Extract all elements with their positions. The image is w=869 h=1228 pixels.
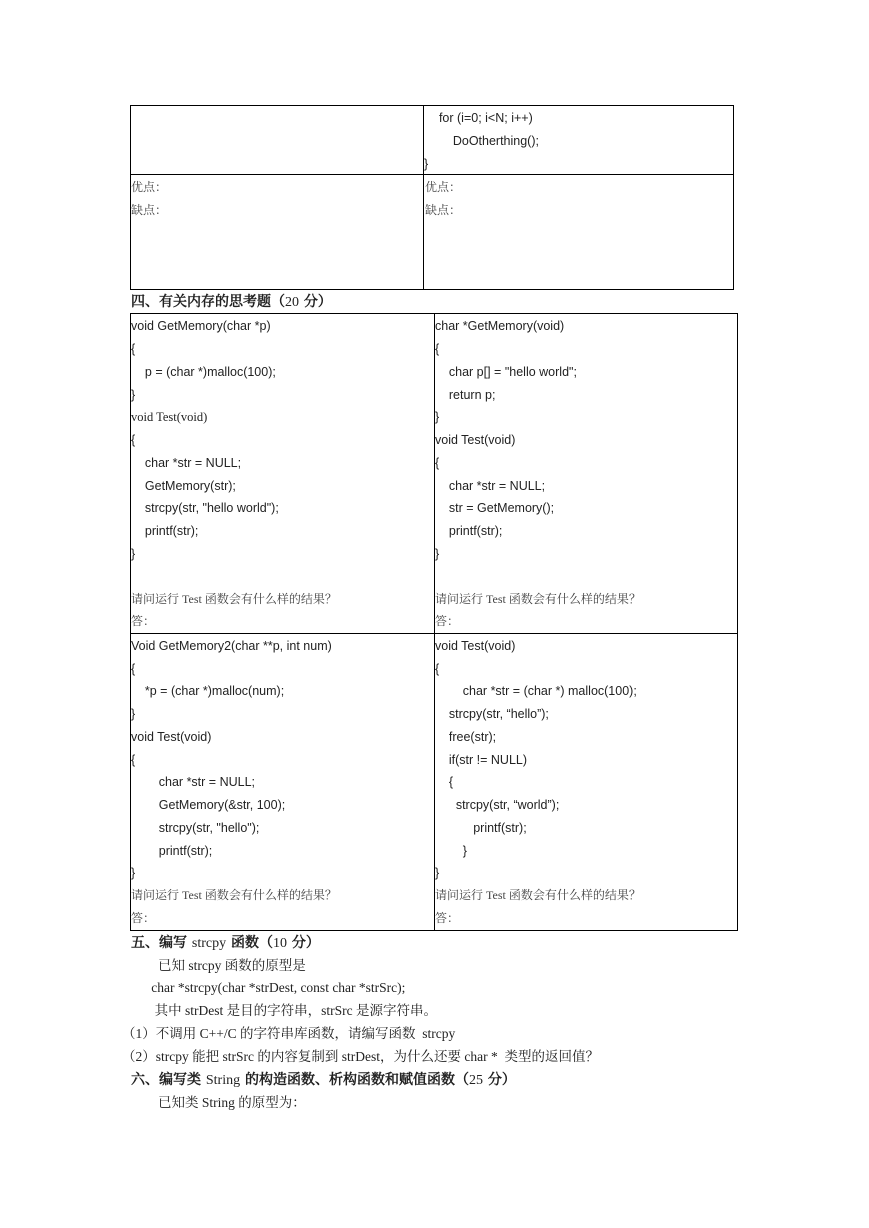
top-code-line: }	[424, 157, 429, 171]
code-line: }	[131, 707, 136, 721]
code-line: void Test(void)	[435, 639, 516, 653]
section5-line: 已知 strcpy 函数的原型是	[131, 958, 306, 973]
question-text: 请问运行 Test 函数会有什么样的结果？	[435, 592, 641, 606]
pros-label: 优点：	[131, 180, 168, 194]
top-code-line: for (i=0; i<N; i++)	[432, 111, 533, 125]
question-text: 请问运行 Test 函数会有什么样的结果？	[131, 592, 337, 606]
code-line: char *GetMemory(void)	[435, 319, 565, 333]
code-line: char *str = NULL;	[131, 456, 242, 470]
code-line: return p;	[435, 388, 496, 402]
section5-line: 其中 strDest 是目的字符串，strSrc 是源字符串。	[131, 1003, 437, 1018]
answer-label: 答：	[131, 614, 156, 628]
top-table-row-divider	[130, 174, 734, 175]
section5-title: 五、编写 strcpy 函数（10 分）	[131, 935, 320, 951]
code-line: strcpy(str, “hello”);	[435, 707, 549, 721]
code-line: {	[435, 662, 440, 676]
code-line: printf(str);	[131, 524, 199, 538]
top-code-line: DoOtherthing();	[432, 134, 539, 148]
section5-question-1: （1）不调用 C++/C 的字符串库函数，请编写函数 strcpy	[122, 1026, 456, 1041]
code-line: {	[131, 342, 136, 356]
code-line: void GetMemory(char *p)	[131, 319, 271, 333]
code-line: {	[131, 753, 136, 767]
code-line: }	[435, 866, 440, 880]
code-line: if(str != NULL)	[435, 753, 528, 767]
code-line: void Test(void)	[131, 410, 208, 424]
code-line: }	[131, 866, 136, 880]
code-line: void Test(void)	[131, 730, 212, 744]
code-line: }	[435, 844, 467, 858]
code-line: *p = (char *)malloc(num);	[131, 684, 285, 698]
cons-label: 缺点：	[425, 203, 462, 217]
top-table-divider	[423, 105, 424, 290]
question-text: 请问运行 Test 函数会有什么样的结果？	[435, 888, 641, 902]
code-line: }	[131, 547, 136, 561]
section5-prototype: char *strcpy(char *strDest, const char *strSrc);	[131, 980, 406, 995]
code-line: GetMemory(&str, 100);	[131, 798, 286, 812]
section5-question-2: （2）strcpy 能把 strSrc 的内容复制到 strDest，为什么还要 char * 类型的返回值？	[122, 1049, 599, 1064]
code-line: char *str = NULL;	[131, 775, 255, 789]
code-line: strcpy(str, "hello");	[131, 821, 260, 835]
code-line: strcpy(str, "hello world");	[131, 501, 279, 515]
code-line: {	[131, 662, 136, 676]
answer-label: 答：	[435, 614, 460, 628]
code-line: Void GetMemory2(char **p, int num)	[131, 639, 332, 653]
answer-label: 答：	[131, 911, 156, 925]
section6-title: 六、编写类 String 的构造函数、析构函数和赋值函数（25 分）	[131, 1072, 516, 1088]
code-line: char p[] = "hello world";	[435, 365, 577, 379]
code-line: str = GetMemory();	[435, 501, 555, 515]
code-line: char *str = NULL;	[435, 479, 546, 493]
code-line: {	[131, 433, 136, 447]
code-line: }	[435, 410, 440, 424]
code-line: char *str = (char *) malloc(100);	[435, 684, 637, 698]
memory-table-row-divider	[130, 633, 738, 634]
code-line: }	[131, 388, 136, 402]
code-line: printf(str);	[435, 821, 527, 835]
code-line: {	[435, 342, 440, 356]
code-line: GetMemory(str);	[131, 479, 236, 493]
code-line: void Test(void)	[435, 433, 516, 447]
section4-title: 四、有关内存的思考题（20 分）	[131, 294, 332, 310]
pros-label: 优点：	[425, 180, 462, 194]
section6-line: 已知类 String 的原型为：	[131, 1095, 306, 1110]
code-line: free(str);	[435, 730, 497, 744]
cons-label: 缺点：	[131, 203, 168, 217]
answer-label: 答：	[435, 911, 460, 925]
question-text: 请问运行 Test 函数会有什么样的结果？	[131, 888, 337, 902]
code-line: {	[435, 775, 454, 789]
code-line: {	[435, 456, 440, 470]
code-line: }	[435, 547, 440, 561]
code-line: p = (char *)malloc(100);	[131, 365, 276, 379]
code-line: printf(str);	[131, 844, 213, 858]
code-line: printf(str);	[435, 524, 503, 538]
code-line: strcpy(str, “world”);	[435, 798, 560, 812]
